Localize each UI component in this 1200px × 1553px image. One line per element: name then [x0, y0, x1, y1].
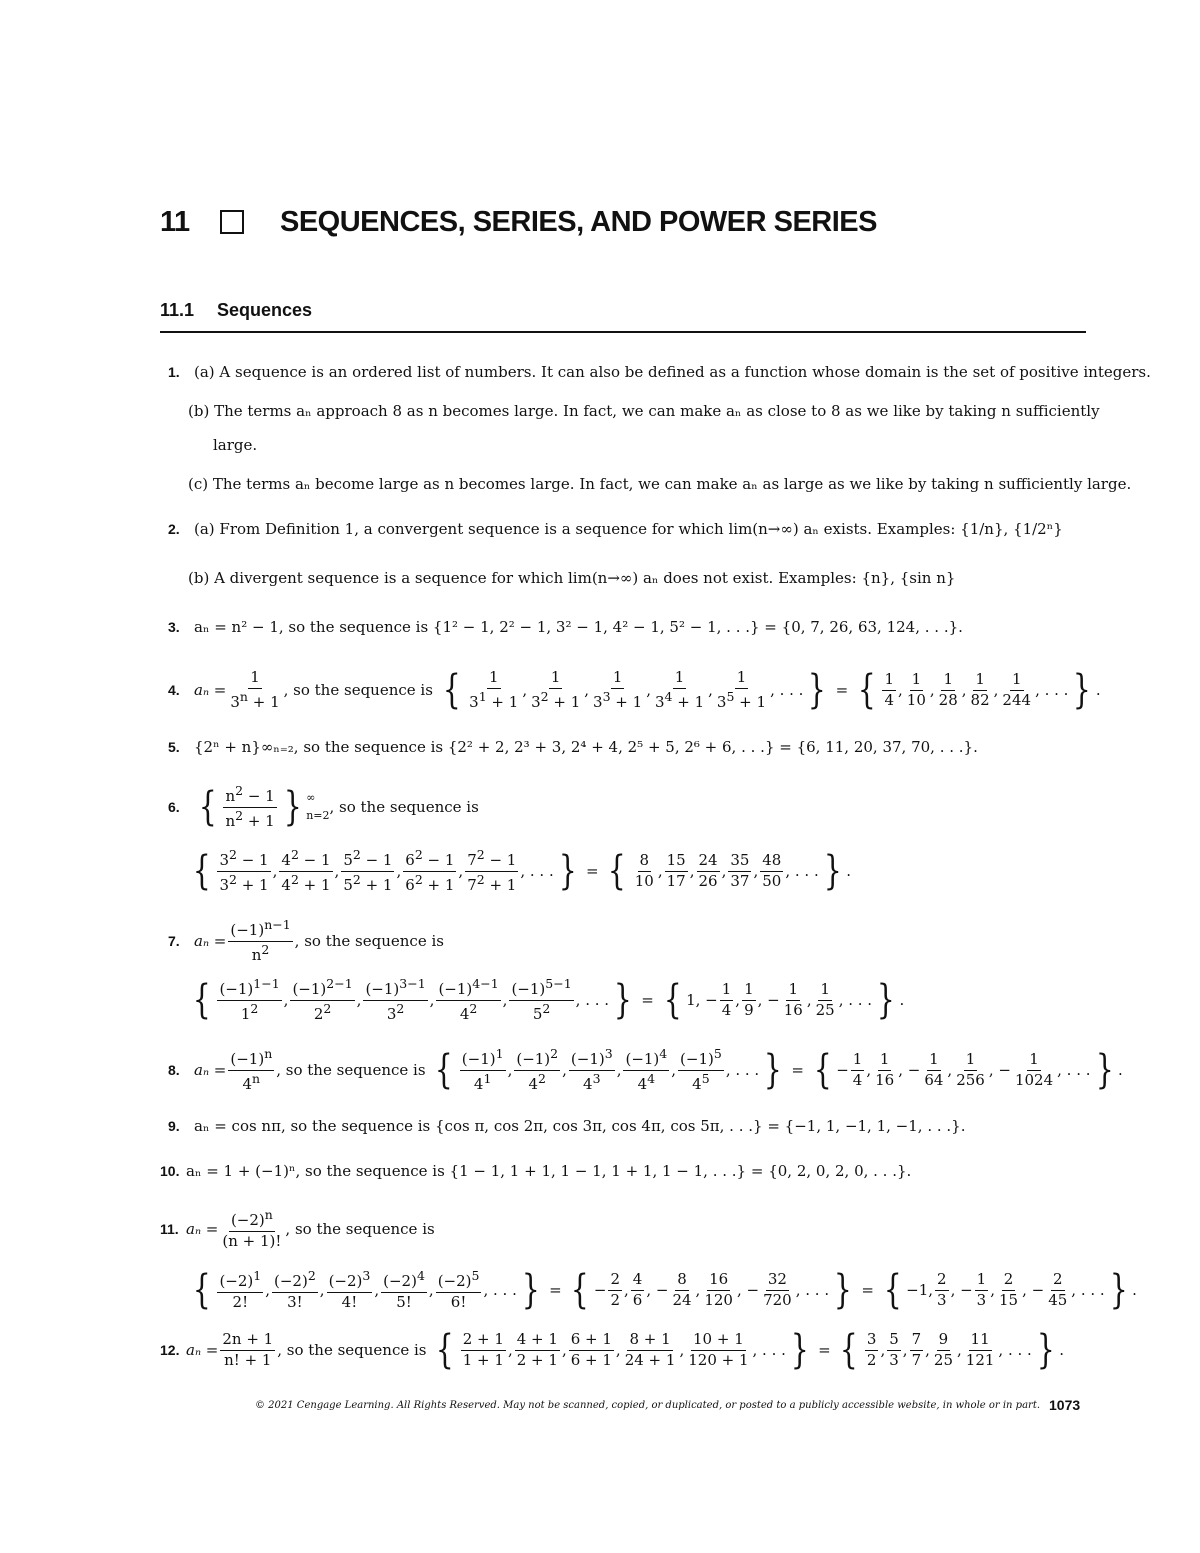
problem-text: aₙ = n² − 1, so the sequence is {1² − 1, 2² − 1, 3² − 1, 4² − 1, 5² − 1, . . .} = {0, 7, 26, 63, 124, . . .}.: [194, 618, 963, 636]
chapter-title: SEQUENCES, SERIES, AND POWER SERIES: [280, 205, 877, 238]
problem-11: 11. aₙ = $\frac{(-2)^n}{(n + 1)!}$ , so the sequence is: [160, 1207, 435, 1250]
formula-end: .: [1132, 1281, 1137, 1299]
problem-2a: [168, 520, 1200, 538]
formula-connector: , so the sequence is: [277, 1341, 427, 1359]
problem-number: 3.: [168, 619, 180, 635]
formula-connector: , so the sequence is: [283, 681, 433, 699]
problem-2b: [188, 569, 1200, 587]
page-number: 1073: [1049, 1397, 1081, 1413]
formula-lead: aₙ =: [186, 1220, 219, 1238]
formula-end: .: [846, 862, 851, 880]
problem-number: 9.: [168, 1118, 180, 1134]
problem-text: {2ⁿ + n}∞ₙ₌₂, so the sequence is {2² + 2, 2³ + 3, 2⁴ + 4, 2⁵ + 5, 2⁶ + 6, . . .} = {6, 11, 20, 37, 70, . . .}.: [194, 738, 978, 756]
formula-end: .: [1059, 1341, 1065, 1359]
problem-number: 12.: [160, 1342, 180, 1358]
formula-lead: aₙ =: [194, 681, 227, 699]
copyright-footer: © 2021 Cengage Learning. All Rights Reserved. May not be scanned, copied, or duplicated, or posted to a publicly accessible website, in whole or in part.: [255, 1400, 1041, 1411]
chapter-number: 11: [160, 205, 190, 238]
problem-number: 8.: [168, 1062, 180, 1078]
problem-1c: [188, 475, 1200, 493]
problem-number: 10.: [160, 1163, 180, 1179]
problem-text: (b) The terms aₙ approach 8 as n becomes large. In fact, we can make aₙ as close to 8 as we like by taking n sufficiently: [188, 402, 1100, 420]
problem-6-sequence: { $\frac{3^2 - 1}{3^2 + 1}$ , $\frac{4^2 - 1}{4^2 + 1}$ , $\frac{5^2 - 1}{5^2 + 1}$ , $\frac{6^2 - 1}{6^2 + 1}$ , $\frac{7^2 - 1}{7^2 + 1}$ , . . . } = { $\frac{8}{10}$ , $\frac{15}{17}$ , $\frac{24}{26}$ , $\frac{35}{37}$ , $\frac{48}{50}$ , . . . } .: [192, 847, 851, 894]
formula-lead: aₙ =: [186, 1341, 219, 1359]
problem-number: 1.: [168, 364, 180, 380]
formula-end: .: [1095, 681, 1101, 699]
problem-1a: [168, 363, 1200, 381]
problem-text: aₙ = 1 + (−1)ⁿ, so the sequence is {1 − 1, 1 + 1, 1 − 1, 1 + 1, 1 − 1, . . .} = {0, 2, 0, 2, 0, . . .}.: [186, 1162, 912, 1180]
section-title: Sequences: [217, 300, 313, 320]
problem-number: 2.: [168, 521, 180, 537]
formula-lead: aₙ =: [194, 932, 227, 950]
problem-number: 7.: [168, 933, 180, 949]
square-icon: [220, 210, 244, 234]
formula-connector: , so the sequence is: [276, 1061, 426, 1079]
section-heading: [160, 300, 312, 321]
problem-text: (a) From Definition 1, a convergent sequence is a sequence for which lim(n→∞) aₙ exists. Examples: {1/n}, {1/2ⁿ}: [194, 520, 1063, 538]
section-number: 11.1: [160, 300, 195, 320]
section-rule: [160, 331, 1086, 333]
problem-number: 5.: [168, 739, 180, 755]
problem-text: (c) The terms aₙ become large as n becomes large. In fact, we can make aₙ as large as we like by taking n sufficiently large.: [188, 475, 1132, 493]
problem-number: 11.: [160, 1221, 179, 1237]
problem-1b-cont: [213, 436, 1200, 454]
problem-text: (b) A divergent sequence is a sequence for which lim(n→∞) aₙ does not exist. Examples: {n}, {sin n}: [188, 569, 956, 587]
formula-connector: , so the sequence is: [294, 932, 444, 950]
problem-7: 7. aₙ = $\frac{(-1)^{n-1}}{n^2}$ , so the sequence is: [168, 917, 444, 964]
problem-1b: [188, 402, 1200, 420]
problem-text: large.: [213, 436, 258, 454]
formula-lead: aₙ =: [194, 1061, 227, 1079]
problem-5: [168, 738, 1200, 756]
problem-number: 4.: [168, 682, 180, 698]
chapter-heading: [160, 200, 877, 244]
formula-end: .: [1117, 1061, 1123, 1079]
problem-8: 8. aₙ = $\frac{(-1)^n}{4^n}$ , so the sequence is { $\frac{(-1)^1}{4^1}$ , $\frac{(-1)^2}{4^2}$ , $\frac{(-1)^3}{4^3}$ , $\frac{(-1)^4}{4^4}$ , $\frac{(-1)^5}{4^5}$ , . . . } = { − $\frac{1}{4}$ , $\frac{1}{16}$ , − $\frac{1}{64}$ , $\frac{1}{256}$ , − $\frac{1}{1024}$ , . . . } .: [168, 1046, 1123, 1093]
formula-end: .: [899, 991, 905, 1009]
problem-4: 4. aₙ = $\frac{1}{3^n + 1}$ , so the sequence is { $\frac{1}{3^1 + 1}$ , $\frac{1}{3^2 + 1}$ , $\frac{1}{3^3 + 1}$ , $\frac{1}{3^4 + 1}$ , $\frac{1}{3^5 + 1}$ , . . . } = { $\frac{1}{4}$ , $\frac{1}{10}$ , $\frac{1}{28}$ , $\frac{1}{82}$ , $\frac{1}{244}$ , . . . } .: [168, 667, 1101, 713]
problem-text: (a) A sequence is an ordered list of numbers. It can also be defined as a function whose domain is the set of positive integers.: [194, 363, 1151, 381]
problem-text: aₙ = cos nπ, so the sequence is {cos π, cos 2π, cos 3π, cos 4π, cos 5π, . . .} = {−1, 1, −1, 1, −1, . . .}.: [194, 1117, 966, 1135]
problem-10: [160, 1162, 1200, 1180]
problem-7-sequence: { $\frac{(-1)^{1-1}}{1^2}$ , $\frac{(-1)^{2-1}}{2^2}$ , $\frac{(-1)^{3-1}}{3^2}$ , $\frac{(-1)^{4-1}}{4^2}$ , $\frac{(-1)^{5-1}}{5^2}$ , . . . } = { 1, − $\frac{1}{4}$ , $\frac{1}{9}$ , − $\frac{1}{16}$ , $\frac{1}{25}$ , . . . } .: [192, 976, 905, 1023]
formula-connector: , so the sequence is: [329, 798, 479, 816]
problem-11-sequence: { $\frac{(-2)^1}{2!}$ , $\frac{(-2)^2}{3!}$ , $\frac{(-2)^3}{4!}$ , $\frac{(-2)^4}{5!}$ , $\frac{(-2)^5}{6!}$ , . . . } = { − $\frac{2}{2}$ , $\frac{4}{6}$ , − $\frac{8}{24}$ , $\frac{16}{120}$ , − $\frac{32}{720}$ , . . . } = { −1, $\frac{2}{3}$ , − $\frac{1}{3}$ , $\frac{2}{15}$ , − $\frac{2}{45}$ , . . . } .: [192, 1267, 1137, 1313]
problem-number: 6.: [168, 799, 180, 815]
problem-9: [168, 1117, 1200, 1135]
problem-3: [168, 618, 1200, 636]
formula-connector: , so the sequence is: [285, 1220, 435, 1238]
problem-6: 6. { $\frac{n^2 - 1}{n^2 + 1}$ } ∞ n=2 , so the sequence is: [168, 783, 479, 830]
problem-12: 12. aₙ = $\frac{2n + 1}{n! + 1}$ , so the sequence is { $\frac{2 + 1}{1 + 1}$ , $\frac{4 + 1}{2 + 1}$ , $\frac{6 + 1}{6 + 1}$ , $\frac{8 + 1}{24 + 1}$ , $\frac{10 + 1}{120 + 1}$ , . . . } = { $\frac{3}{2}$ , $\frac{5}{3}$ , $\frac{7}{7}$ , $\frac{9}{25}$ , $\frac{11}{121}$ , . . . } .: [160, 1327, 1065, 1373]
